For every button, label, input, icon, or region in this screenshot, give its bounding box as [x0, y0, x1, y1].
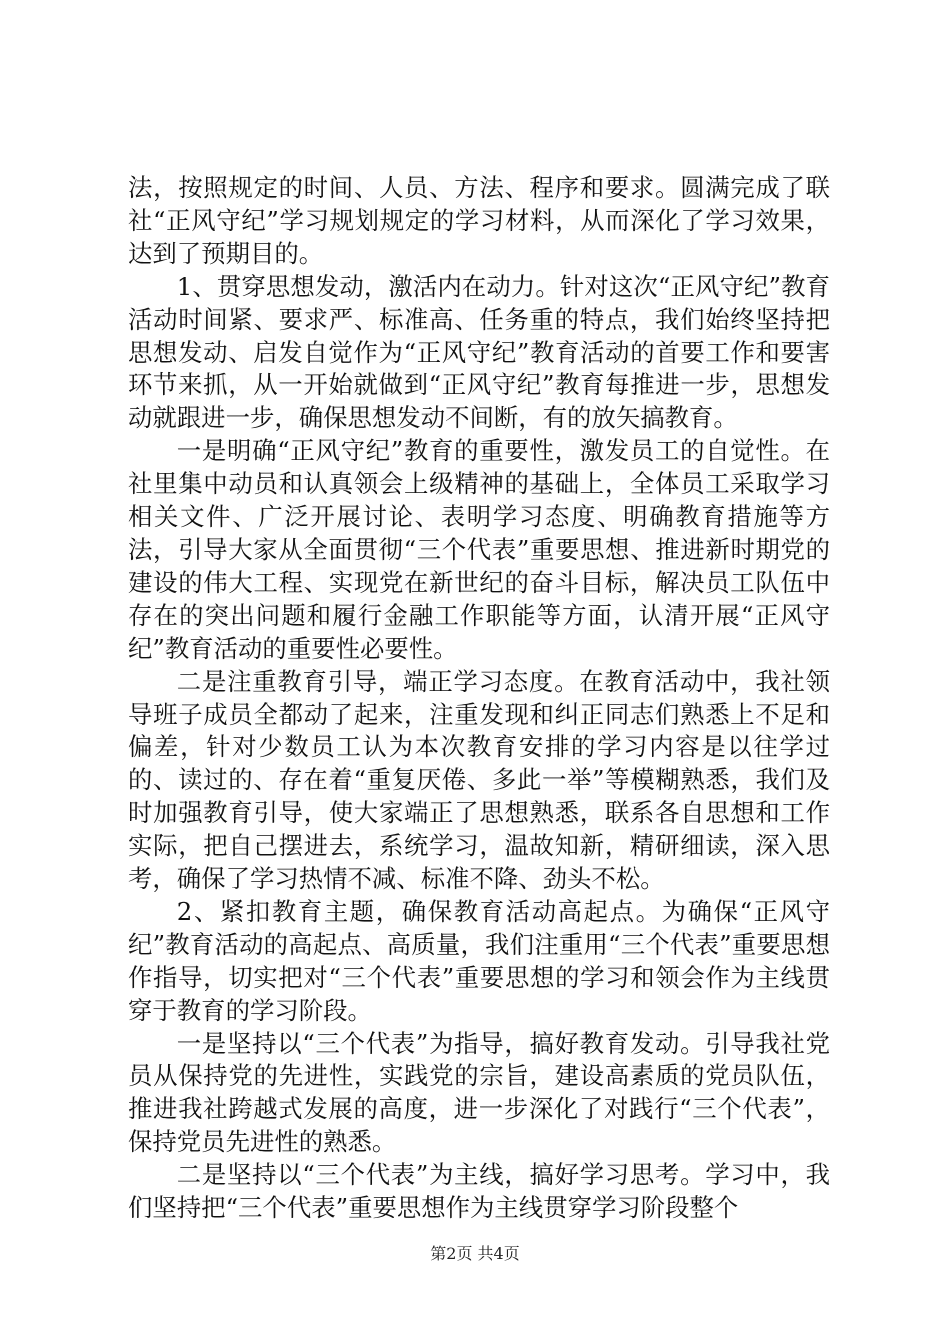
- paragraph-point-1a: 一是明确“正风守纪”教育的重要性，激发员工的自觉性。在社里集中动员和认真领会上级精神的基础上，全体员工采取学习相关文件、广泛开展讨论、表明学习态度、明确教育措施等方法，引导大家从全面贯彻“三个代表”重要思想、推进新时期党的建设的伟大工程、实现党在新世纪的奋斗目标，解决员工队伍中存在的突出问题和履行金融工作职能等方面，认清开展“正风守纪”教育活动的重要性必要性。: [128, 436, 830, 663]
- paragraph-section-1: 1、贯穿思想发动，激活内在动力。针对这次“正风守纪”教育活动时间紧、要求严、标准高、任务重的特点，我们始终坚持把思想发动、启发自觉作为“正风守纪”教育活动的首要工作和要害环节来抓，从一开始就做到“正风守纪”教育每推进一步，思想发动就跟进一步，确保思想发动不间断，有的放矢搞教育。: [128, 271, 830, 433]
- page-number-footer: 第2页 共4页: [430, 1244, 520, 1263]
- document-body: [128, 172, 830, 1225]
- paragraph-point-2a: 一是坚持以“三个代表”为指导，搞好教育发动。引导我社党员从保持党的先进性，实践党的宗旨，建设高素质的党员队伍，推进我社跨越式发展的高度，进一步深化了对践行“三个代表”，保持党员先进性的熟悉。: [128, 1028, 830, 1157]
- paragraph-section-2: 2、紧扣教育主题，确保教育活动高起点。为确保“正风守纪”教育活动的高起点、高质量，我们注重用“三个代表”重要思想作指导，切实把对“三个代表”重要思想的学习和领会作为主线贯穿于教育的学习阶段。: [128, 896, 830, 1025]
- paragraph-point-1b: 二是注重教育引导，端正学习态度。在教育活动中，我社领导班子成员全都动了起来，注重发现和纠正同志们熟悉上不足和偏差，针对少数员工认为本次教育安排的学习内容是以往学过的、读过的、存在着“重复厌倦、多此一举”等模糊熟悉，我们及时加强教育引导，使大家端正了思想熟悉，联系各自思想和工作实际，把自己摆进去，系统学习，温故知新，精研细读，深入思考，确保了学习热情不减、标准不降、劲头不松。: [128, 666, 830, 894]
- paragraph-continuation: 法，按照规定的时间、人员、方法、程序和要求。圆满完成了联社“正风守纪”学习规划规定的学习材料，从而深化了学习效果，达到了预期目的。: [128, 173, 830, 268]
- paragraph-point-2b: 二是坚持以“三个代表”为主线，搞好学习思考。学习中，我们坚持把“三个代表”重要思想作为主线贯穿学习阶段整个: [128, 1160, 830, 1223]
